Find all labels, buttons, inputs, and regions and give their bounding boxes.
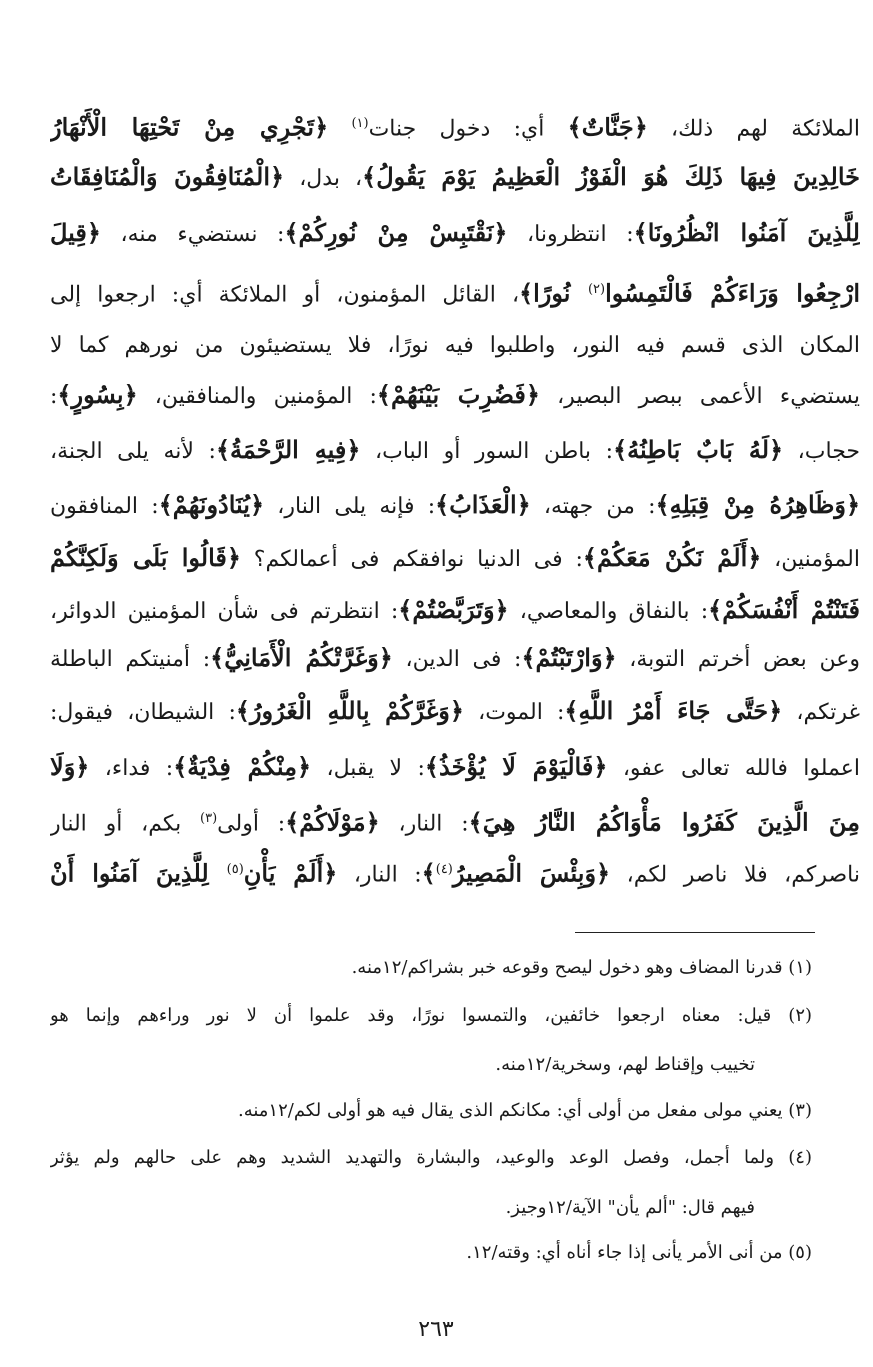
commentary-text: : النار، [379, 811, 469, 837]
commentary-text: : انتظرونا، [507, 222, 634, 247]
footnote-line: تخييب وإقناط لهم، وسخرية/١٢منه. [495, 1054, 755, 1075]
commentary-text: : بالنفاق والمعاصي، [508, 599, 709, 624]
body-line [50, 636, 860, 680]
quran-text: ﴿لَهُ بَابٌ بَاطِنُهُ﴾ [613, 435, 784, 464]
footnote-ref: (٤) [435, 862, 453, 877]
quran-text: ﴿وَغَرَّكُمْ بِاللَّهِ الْغَرُورُ﴾ [235, 696, 464, 725]
footnote-ref: (٢) [587, 282, 606, 297]
commentary-text: الملائكة لهم ذلك، [647, 116, 860, 142]
body-line [50, 848, 860, 892]
commentary-text: ، بدل، [284, 166, 363, 191]
quran-text: ﴿الْعَذَابُ﴾ [435, 490, 531, 519]
commentary-text: المكان الذى قسم فيه النور، واطلبوا فيه نورًا، فلا يستضيئون من نورهم كما لا [50, 333, 860, 358]
quran-text: ﴿حَتَّى جَاءَ أَمْرُ اللَّهِ﴾ [564, 696, 783, 725]
quran-text: ارْجِعُوا وَرَاءَكُمْ فَالْتَمِسُوا [605, 278, 860, 308]
footnote-separator [575, 932, 815, 933]
body-line [50, 483, 860, 527]
body-line [50, 745, 860, 789]
commentary-text: : فى الدنيا نوافقكم فى أعمالكم؟ [240, 547, 583, 572]
commentary-text: بكم، أو النار [50, 811, 201, 837]
commentary-text: : الشيطان، فيقول: [50, 700, 236, 725]
commentary-text [328, 116, 351, 141]
quran-text: ﴿فَضُرِبَ بَيْنَهُمْ﴾ [376, 380, 540, 409]
quran-text: ﴿وَظَاهِرُهُ مِنْ قِبَلِهِ﴾ [655, 490, 860, 519]
body-line [50, 373, 860, 417]
body-line [50, 428, 860, 472]
footnote-line: فيهم قال: "ألم يأن" الآية/١٢وجيز. [505, 1197, 755, 1218]
quran-text: فَتَنْتُمْ أَنْفُسَكُمْ﴾ [708, 595, 860, 624]
commentary-text: : المؤمنين والمنافقين، [137, 384, 377, 409]
quran-text: ﴿قَالُوا بَلَى وَلَكِنَّكُمْ [50, 543, 241, 572]
quran-text: لِلَّذِينَ آمَنُوا انْظُرُونَا﴾ [633, 218, 860, 247]
commentary-text: : من جهته، [530, 494, 656, 519]
quran-text: مِنَ الَّذِينَ كَفَرُوا مَأْوَاكُمُ النَّارُ هِيَ﴾ [468, 807, 860, 837]
quran-text: ﴿أَلَمْ يَأْنِ [243, 858, 338, 888]
commentary-text: : باطن السور أو الباب، [360, 439, 614, 464]
footnote-line: (٤) ولما أجمل، وفصل الوعد والوعيد، والبشارة والتهديد الشديد وهم على حالهم ولم يؤثر [50, 1147, 812, 1168]
quran-text: ﴿بِسُورٍ﴾ [57, 380, 138, 409]
quran-text: ﴿قِيلَ [50, 218, 101, 247]
commentary-text: : أمنيتكم الباطلة [50, 647, 211, 672]
footnote-ref: (٥) [226, 862, 244, 877]
footnote-ref: (٣) [200, 811, 218, 826]
body-line [50, 102, 860, 146]
commentary-text: : فداء، [89, 756, 174, 781]
commentary-text: : لأنه يلى الجنة، [50, 439, 216, 464]
commentary-text: ، القائل المؤمنون، أو الملائكة أي: ارجعوا إلى [50, 282, 520, 308]
body-line [50, 211, 860, 255]
quran-text: ﴿مِنْكُمْ فِدْيَةٌ﴾ [173, 752, 312, 781]
quran-text: ﴿وَتَرَبَّصْتُمْ﴾ [398, 595, 509, 624]
quran-text: ﴿الْمُنَافِقُونَ وَالْمُنَافِقَاتُ [50, 162, 285, 191]
page-number: ٢٦٣ [418, 1317, 454, 1342]
body-line [50, 797, 860, 841]
quran-text: ﴿فَالْيَوْمَ لَا يُؤْخَذُ﴾ [424, 752, 608, 781]
commentary-text: ناصركم، فلا ناصر لكم، [610, 862, 860, 888]
quran-text: ﴿يُنَادُونَهُمْ﴾ [158, 490, 265, 519]
footnote-ref: (١) [351, 116, 369, 131]
quran-text: ﴾ [421, 858, 436, 888]
commentary-text: : النار، [337, 862, 422, 888]
footnote-line: (٥) من أنى الأمر يأنى إذا جاء أناه أي: وقته/١٢. [466, 1242, 812, 1263]
commentary-text: : لا يقبل، [311, 756, 425, 781]
quran-text: ﴿نَقْتَبِسْ مِنْ نُورِكُمْ﴾ [284, 218, 508, 247]
body-line [50, 536, 860, 580]
commentary-text: : فإنه يلى النار، [264, 494, 436, 519]
footnote-line: (٢) قيل: معناه ارجعوا خائفين، والتمسوا نورًا، وقد علموا أن لا نور وراءهم وإنما هو [50, 1005, 812, 1026]
commentary-text: وعن بعض أخرتم التوبة، [616, 647, 860, 672]
commentary-text: : الموت، [463, 700, 565, 725]
quran-text: لِلَّذِينَ آمَنُوا أَنْ [50, 858, 227, 888]
body-line [50, 268, 860, 312]
commentary-text: أي: دخول جنات [368, 116, 568, 142]
body-line [50, 689, 860, 733]
commentary-text: غرتكم، [782, 700, 860, 725]
quran-text: ﴿مَوْلَاكُمْ﴾ [285, 807, 380, 837]
quran-text: ﴿تَجْرِي مِنْ تَحْتِهَا الْأَنْهَارُ [50, 112, 329, 142]
commentary-text: : [50, 384, 58, 409]
commentary-text: يستضيء الأعمى ببصر البصير، [539, 384, 860, 409]
body-line [50, 324, 860, 368]
commentary-text: : فى الدين، [392, 647, 522, 672]
body-line [50, 588, 860, 632]
quran-text: ﴿وَارْتَبْتُمْ﴾ [521, 643, 617, 672]
commentary-text: : انتظرتم فى شأن المؤمنين الدوائر، [50, 599, 399, 624]
quran-text: نُورًا﴾ [519, 278, 588, 308]
quran-text: ﴿وَلَا [50, 752, 90, 781]
quran-text: ﴿أَلَمْ نَكُنْ مَعَكُمْ﴾ [582, 543, 762, 572]
body-line [50, 155, 860, 199]
commentary-text: المؤمنين، [761, 547, 860, 572]
commentary-text: : المنافقون [50, 494, 159, 519]
commentary-text: حجاب، [783, 439, 860, 464]
footnote-line: (٣) يعني مولى مفعل من أولى أي: مكانكم الذى يقال فيه هو أولى لكم/١٢منه. [237, 1100, 812, 1121]
commentary-text: : نستضيء منه، [100, 222, 285, 247]
quran-text: ﴿وَبِئْسَ الْمَصِيرُ [452, 858, 611, 888]
quran-text: خَالِدِينَ فِيهَا ذَلِكَ هُوَ الْفَوْزُ الْعَظِيمُ يَوْمَ يَقُولُ﴾ [362, 162, 860, 191]
quran-text: ﴿وَغَرَّتْكُمُ الْأَمَانِيُّ﴾ [210, 643, 393, 672]
quran-text: ﴿جَنَّاتٌ﴾ [567, 112, 648, 142]
footnote-line: (١) قدرنا المضاف وهو دخول ليصح وقوعه خبر بشراكم/١٢منه. [351, 957, 812, 978]
quran-text: ﴿فِيهِ الرَّحْمَةُ﴾ [215, 435, 361, 464]
commentary-text: اعملوا فالله تعالى عفو، [607, 756, 860, 781]
commentary-text: : أولى [217, 811, 286, 837]
